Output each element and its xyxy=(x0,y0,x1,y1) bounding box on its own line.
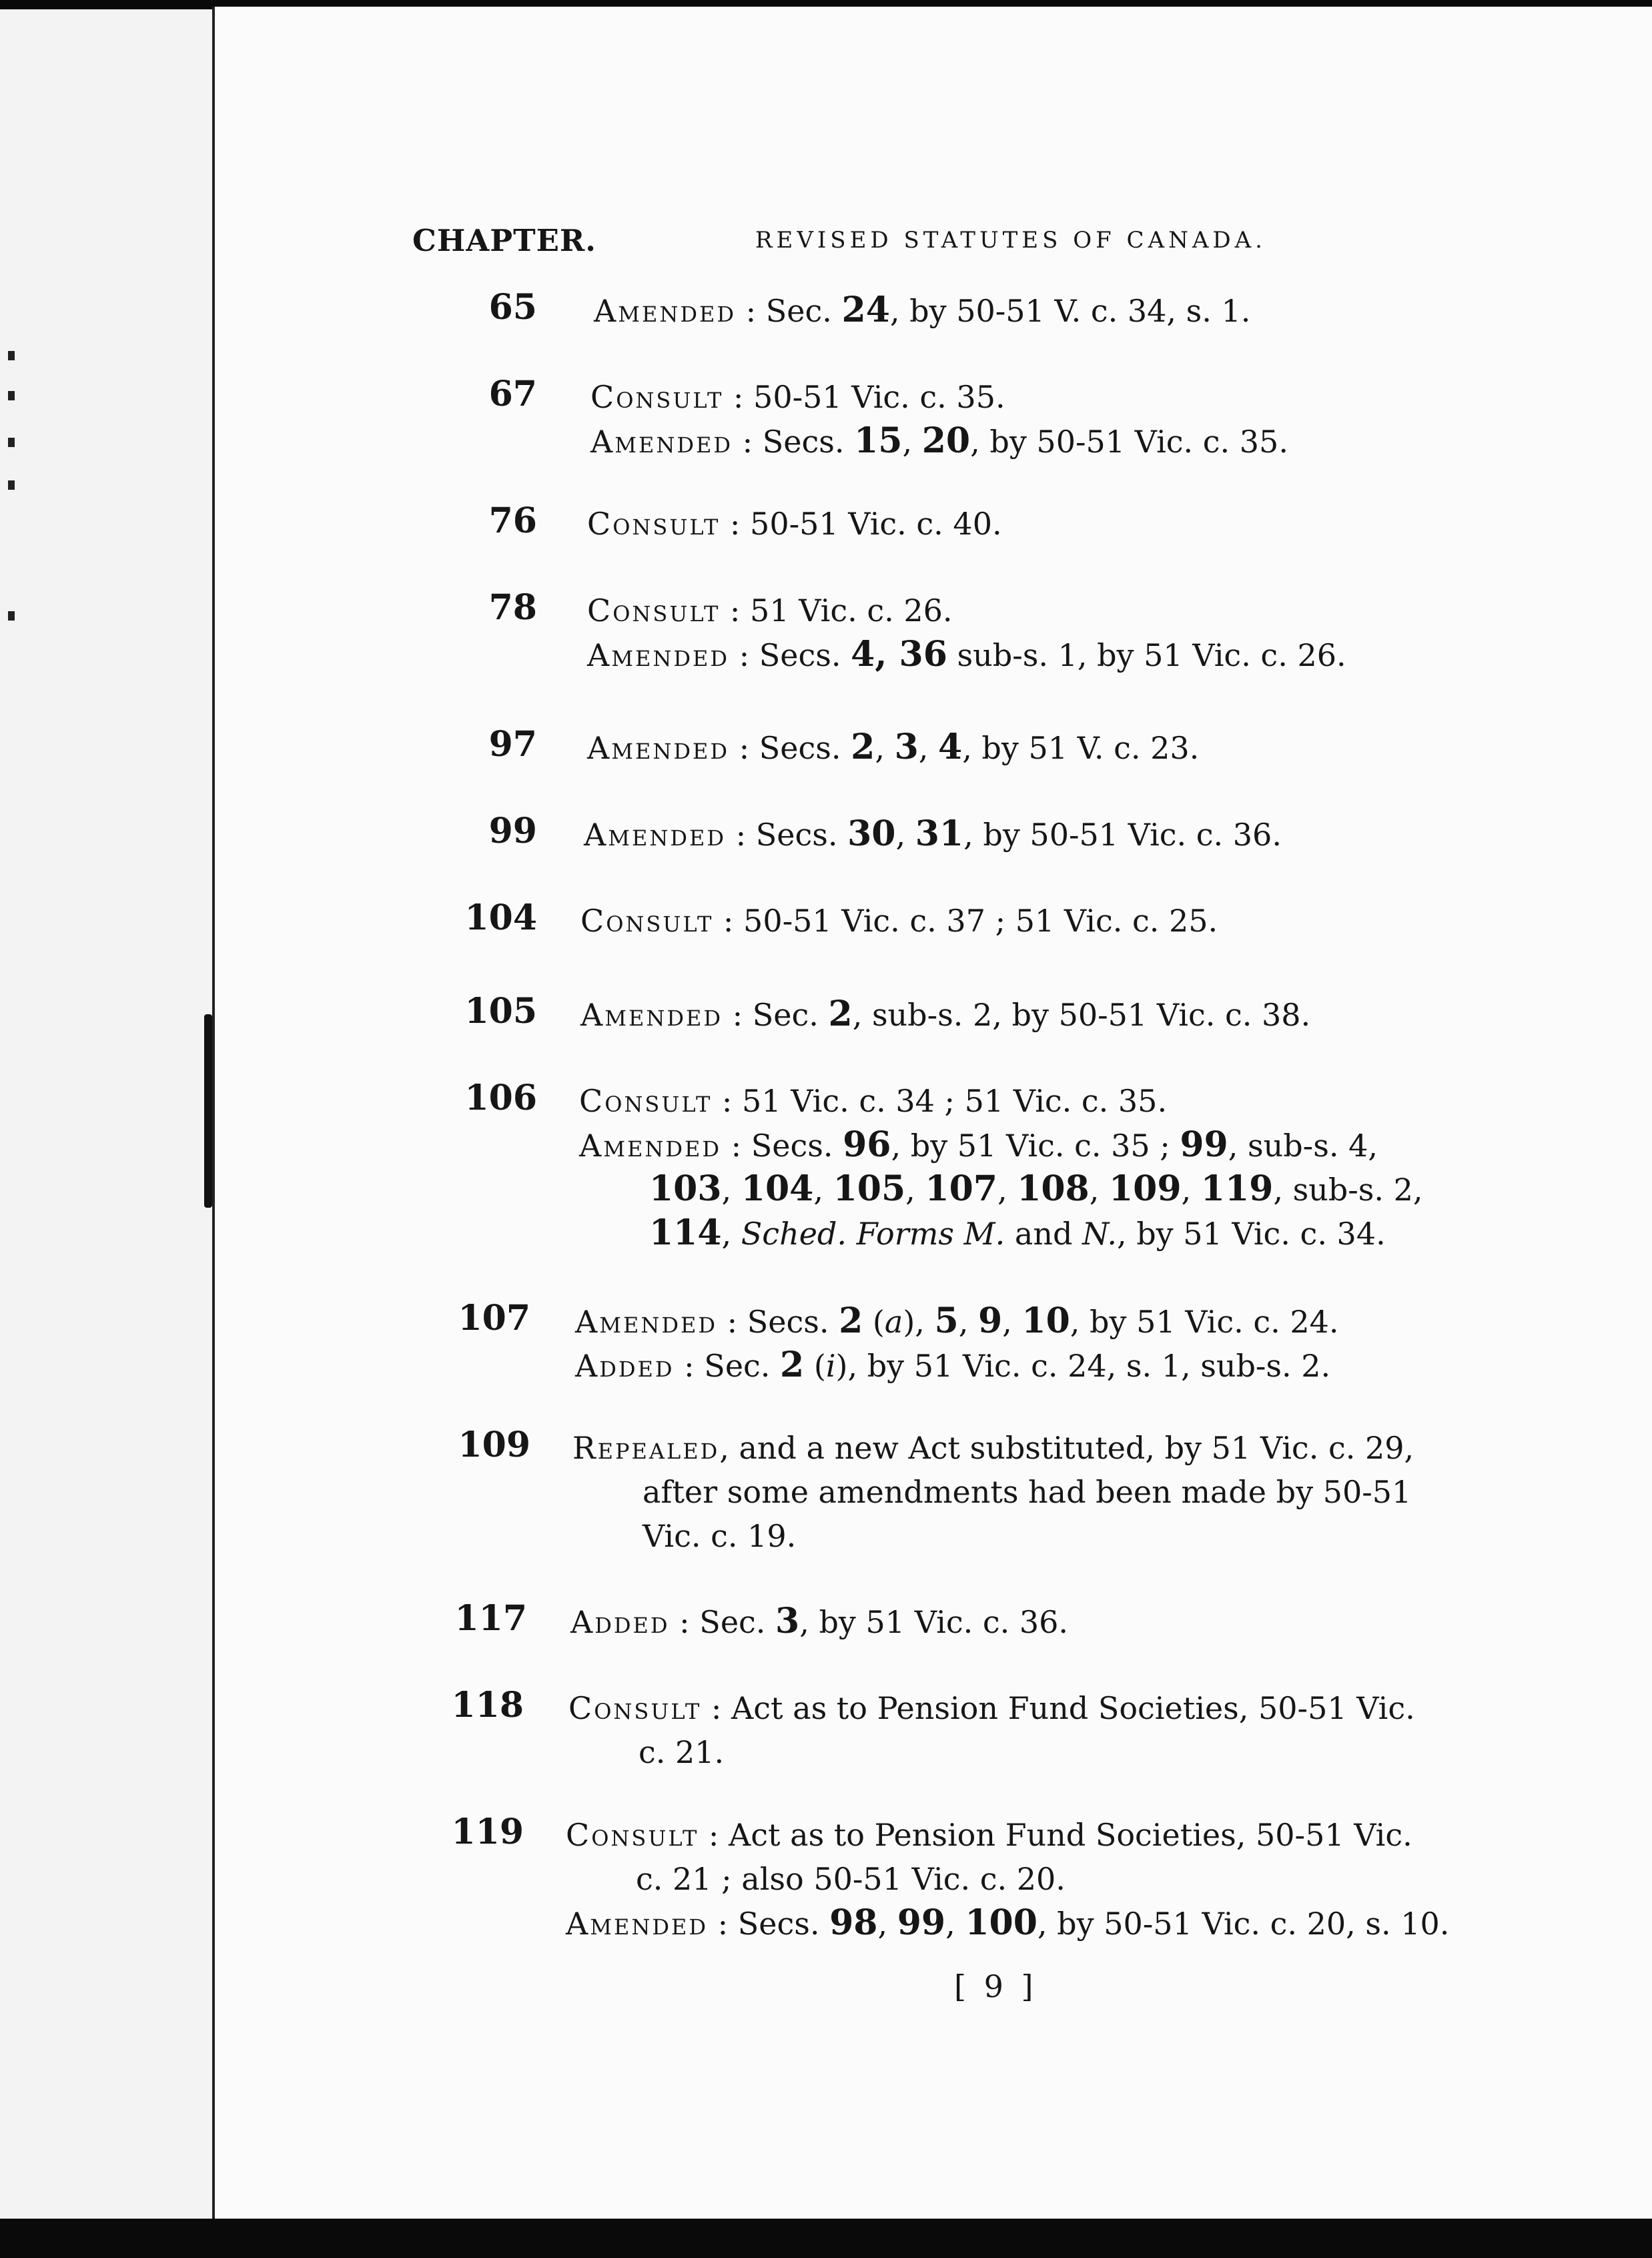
entry-line xyxy=(590,418,1288,465)
chapter-number: 107 xyxy=(458,1298,530,1339)
chapter-number: 76 xyxy=(488,500,537,541)
section-number: 5 xyxy=(934,1300,959,1341)
entry-text: , by 51 Vic. c. 36. xyxy=(799,1604,1068,1640)
entry-text: , xyxy=(905,1172,925,1208)
chapter-number: 65 xyxy=(488,287,537,328)
section-number: 20 xyxy=(921,420,971,461)
entry-text: , by 51 Vic. c. 34. xyxy=(1116,1216,1386,1252)
entry-line xyxy=(649,1166,1423,1213)
entry-line xyxy=(643,1469,1411,1515)
section-number: 98 xyxy=(829,1902,878,1943)
section-number: 9 xyxy=(977,1300,1003,1341)
entry-text: : 51 Vic. c. 26. xyxy=(720,593,953,629)
entry-text: , xyxy=(1002,1304,1022,1340)
facing-page-mark xyxy=(8,611,15,621)
entry-text: , xyxy=(895,817,915,853)
section-number: 2 xyxy=(780,1345,805,1385)
entry-text: c. 21 ; also 50-51 Vic. c. 20. xyxy=(636,1861,1066,1897)
facing-page-mark xyxy=(8,351,15,360)
entry-text: , xyxy=(1089,1172,1109,1208)
entry-text: i xyxy=(825,1348,836,1384)
chapter-number: 99 xyxy=(488,811,537,851)
entry-text: : Sec. xyxy=(736,293,842,329)
binding-mark xyxy=(204,1014,212,1208)
entry-text: , xyxy=(945,1906,965,1942)
section-number: 109 xyxy=(1108,1168,1182,1209)
entry-text: , and a new Act substituted, by 51 Vic. c. 29, xyxy=(719,1430,1414,1466)
chapter-number: 109 xyxy=(458,1425,530,1465)
entry-text: , by 50-51 V. c. 34, s. 1. xyxy=(889,293,1251,329)
entry-text: : 50-51 Vic. c. 35. xyxy=(723,379,1005,415)
entry-text: : Secs. xyxy=(729,637,851,673)
section-number: 4, 36 xyxy=(851,634,947,675)
entry-text: , xyxy=(958,1304,978,1340)
entry-text: ( xyxy=(863,1304,885,1340)
entry-text: , xyxy=(1181,1172,1201,1208)
entry-text: : Sec. xyxy=(669,1604,776,1640)
section-number: 99 xyxy=(897,1902,946,1943)
section-number: 2 xyxy=(828,994,853,1034)
section-number: 30 xyxy=(847,813,896,854)
entry-line xyxy=(649,1210,1386,1257)
entry-keyword: Consult xyxy=(568,1690,702,1726)
facing-page-mark xyxy=(8,391,15,400)
entry-keyword: Amended xyxy=(584,817,727,853)
entry-line xyxy=(579,1122,1378,1169)
entry-text: , sub-s. 2, xyxy=(1273,1172,1423,1208)
chapter-number: 119 xyxy=(451,1812,524,1852)
entry-line xyxy=(587,587,953,634)
entry-keyword: Amended xyxy=(566,1906,709,1942)
section-number: 99 xyxy=(1180,1124,1228,1165)
entry-text: : Secs. xyxy=(726,817,848,853)
section-number: 104 xyxy=(741,1168,814,1209)
entry-keyword: Added xyxy=(575,1348,675,1384)
entry-text: : Sec. xyxy=(674,1348,781,1384)
entry-keyword: Consult xyxy=(587,593,721,629)
entry-text: : Act as to Pension Fund Societies, 50-51 Vic. xyxy=(701,1690,1415,1726)
section-number: 96 xyxy=(843,1124,891,1165)
entry-line xyxy=(580,991,1310,1038)
entry-text: , xyxy=(918,730,938,766)
entry-keyword: Consult xyxy=(580,903,714,939)
entry-line xyxy=(575,1342,1330,1389)
entry-text: ( xyxy=(804,1348,826,1384)
chapter-number: 105 xyxy=(464,991,537,1032)
chapter-number: 67 xyxy=(488,374,537,414)
entry-keyword: Amended xyxy=(594,293,737,329)
entry-line xyxy=(594,287,1250,334)
entry-text: , xyxy=(875,730,895,766)
page-number: [ 9 ] xyxy=(954,1968,1038,2004)
entry-text: , xyxy=(721,1216,741,1252)
entry-line xyxy=(587,631,1346,679)
entry-text: , xyxy=(813,1172,833,1208)
entry-keyword: Amended xyxy=(575,1304,718,1340)
chapter-number: 117 xyxy=(454,1598,527,1639)
entry-text: , by 51 V. c. 23. xyxy=(962,730,1200,766)
entry-text: Sched. Forms M. xyxy=(741,1216,1005,1252)
entry-keyword: Amended xyxy=(579,1128,722,1164)
entry-keyword: Consult xyxy=(579,1083,713,1119)
entry-text: : Secs. xyxy=(733,424,855,460)
section-number: 4 xyxy=(938,727,963,767)
entry-line xyxy=(587,500,1002,547)
entry-text: N. xyxy=(1082,1216,1117,1252)
facing-page-mark xyxy=(8,438,15,447)
entry-text: Vic. c. 19. xyxy=(643,1518,797,1554)
running-head xyxy=(412,223,1266,263)
entry-line xyxy=(568,1685,1415,1732)
section-number: 114 xyxy=(649,1212,722,1253)
entry-keyword: Consult xyxy=(566,1817,699,1853)
section-number: 105 xyxy=(833,1168,906,1209)
entry-line xyxy=(570,1598,1068,1645)
entry-text: , by 51 Vic. c. 24. xyxy=(1070,1304,1339,1340)
entry-keyword: Amended xyxy=(580,997,723,1033)
entry-line xyxy=(584,811,1282,858)
entry-text: , xyxy=(997,1172,1017,1208)
section-number: 3 xyxy=(894,727,919,767)
entry-text: : 50-51 Vic. c. 37 ; 51 Vic. c. 25. xyxy=(713,903,1218,939)
entry-line xyxy=(636,1856,1066,1902)
entry-line xyxy=(587,724,1199,771)
entry-line xyxy=(639,1729,724,1776)
facing-page-mark xyxy=(8,480,15,490)
section-number: 119 xyxy=(1200,1168,1274,1209)
entry-text: , by 50-51 Vic. c. 36. xyxy=(963,817,1282,853)
entry-line xyxy=(643,1513,796,1559)
running-head-right: REVISED STATUTES OF CANADA. xyxy=(755,227,1266,254)
entry-line xyxy=(590,374,1005,420)
entry-text: , by 51 Vic. c. 35 ; xyxy=(891,1128,1180,1164)
entry-text: : 51 Vic. c. 34 ; 51 Vic. c. 35. xyxy=(712,1083,1168,1119)
chapter-number: 104 xyxy=(464,897,537,938)
section-number: 108 xyxy=(1017,1168,1090,1209)
entry-text: after some amendments had been made by 50-51 xyxy=(643,1474,1412,1510)
entry-text: , xyxy=(877,1906,897,1942)
entry-keyword: Consult xyxy=(590,379,724,415)
section-number: 103 xyxy=(649,1168,722,1209)
section-number: 3 xyxy=(775,1601,800,1641)
entry-text: , by 50-51 Vic. c. 20, s. 10. xyxy=(1037,1906,1450,1942)
entry-text: a xyxy=(884,1304,903,1340)
entry-text: and xyxy=(1005,1216,1083,1252)
entry-text: : 50-51 Vic. c. 40. xyxy=(720,506,1002,542)
entry-keyword: Repealed xyxy=(572,1430,720,1466)
entry-keyword: Consult xyxy=(587,506,721,542)
section-number: 107 xyxy=(925,1168,997,1209)
entry-text: , xyxy=(902,424,922,460)
entry-keyword: Amended xyxy=(590,424,733,460)
entry-line xyxy=(579,1078,1167,1124)
entry-keyword: Added xyxy=(570,1604,670,1640)
section-number: 10 xyxy=(1021,1300,1070,1341)
section-number: 15 xyxy=(854,420,903,461)
entry-text: c. 21. xyxy=(639,1734,725,1770)
entry-keyword: Amended xyxy=(587,730,730,766)
entry-text: : Sec. xyxy=(723,997,829,1033)
entry-line xyxy=(575,1298,1339,1345)
entry-text: : Secs. xyxy=(717,1304,839,1340)
section-number: 2 xyxy=(839,1300,863,1341)
entry-line xyxy=(572,1425,1414,1471)
entry-text: , by 50-51 Vic. c. 35. xyxy=(970,424,1288,460)
entry-text: : Secs. xyxy=(721,1128,843,1164)
entry-text: , sub-s. 4, xyxy=(1228,1128,1378,1164)
entry-line xyxy=(566,1900,1449,1947)
entry-text: : Secs. xyxy=(708,1906,830,1942)
entry-text: : Act as to Pension Fund Societies, 50-51 Vic. xyxy=(699,1817,1412,1853)
section-number: 24 xyxy=(841,290,890,330)
section-number: 31 xyxy=(915,813,964,854)
entry-keyword: Amended xyxy=(587,637,730,673)
chapter-number: 106 xyxy=(464,1078,537,1118)
running-head-left: CHAPTER. xyxy=(412,223,596,258)
scan-edge xyxy=(0,2219,1652,2258)
entry-text: ), xyxy=(903,1304,935,1340)
entry-text: , xyxy=(721,1172,741,1208)
facing-page xyxy=(0,9,220,2231)
entry-line xyxy=(566,1812,1412,1858)
section-number: 100 xyxy=(965,1902,1038,1943)
entry-text: : Secs. xyxy=(729,730,851,766)
entry-line xyxy=(580,897,1218,944)
section-number: 2 xyxy=(851,727,875,767)
entry-text: sub-s. 1, by 51 Vic. c. 26. xyxy=(947,637,1346,673)
entry-text: , sub-s. 2, by 50-51 Vic. c. 38. xyxy=(852,997,1311,1033)
chapter-number: 78 xyxy=(488,587,537,628)
entry-text: ), by 51 Vic. c. 24, s. 1, sub-s. 2. xyxy=(835,1348,1331,1384)
chapter-number: 97 xyxy=(488,724,537,765)
chapter-number: 118 xyxy=(451,1685,524,1726)
